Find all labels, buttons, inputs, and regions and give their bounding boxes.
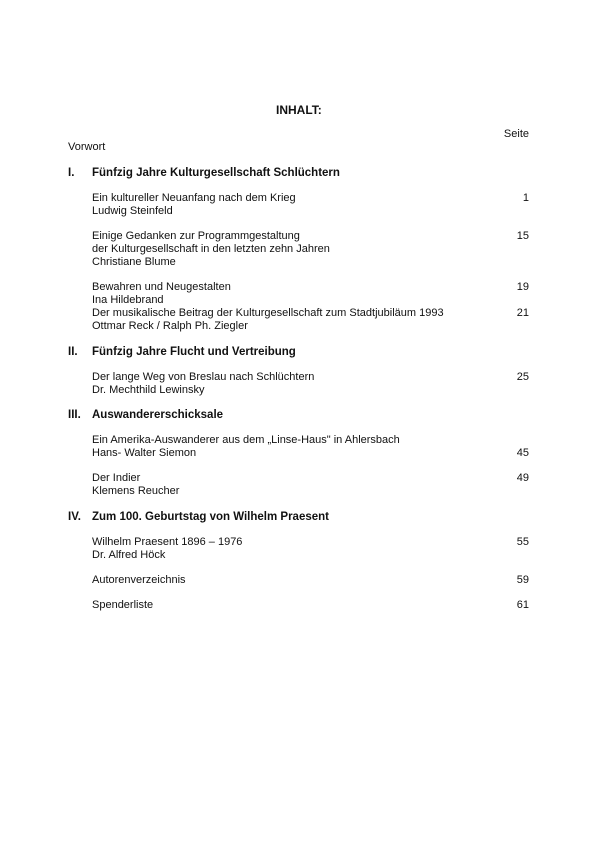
- entry-page: 59: [516, 574, 529, 586]
- entry-title: Autorenverzeichnis: [92, 574, 186, 586]
- preface-entry: Vorwort: [68, 141, 106, 153]
- entry-author: Dr. Alfred Höck: [92, 549, 166, 561]
- section-numeral: IV.: [68, 511, 82, 523]
- entry-title: Der Indier: [92, 472, 141, 484]
- section-numeral: II.: [68, 346, 78, 358]
- section-title: Auswandererschicksale: [92, 409, 224, 421]
- entry-author: Ludwig Steinfeld: [92, 205, 173, 217]
- entry-page: 25: [516, 371, 529, 383]
- entry-title: Der musikalische Beitrag der Kulturgesellschaft zum Stadtjubiläum 1993: [92, 307, 444, 319]
- section-title: Fünfzig Jahre Flucht und Vertreibung: [92, 346, 296, 358]
- entry-title: Wilhelm Praesent 1896 – 1976: [92, 536, 243, 548]
- section-title: Zum 100. Geburtstag von Wilhelm Praesent: [92, 511, 329, 523]
- section-numeral: III.: [68, 409, 81, 421]
- entry-page: 55: [516, 536, 529, 548]
- page-column-label: Seite: [503, 128, 529, 140]
- entry-page: 1: [522, 192, 529, 204]
- entry-page: 45: [516, 447, 529, 459]
- entry-title: Ein Amerika-Auswanderer aus dem „Linse-Haus" in Ahlersbach: [92, 434, 400, 446]
- entry-title: Einige Gedanken zur Programmgestaltung: [92, 230, 300, 242]
- section-title: Fünfzig Jahre Kulturgesellschaft Schlüchtern: [92, 167, 340, 179]
- entry-title: Spenderliste: [92, 599, 154, 611]
- entry-title: der Kulturgesellschaft in den letzten zehn Jahren: [92, 243, 330, 255]
- entry-page: 49: [516, 472, 529, 484]
- entry-author: Christiane Blume: [92, 256, 176, 268]
- entry-title: Der lange Weg von Breslau nach Schlüchtern: [92, 371, 315, 383]
- entry-author: Ina Hildebrand: [92, 294, 164, 306]
- entry-author: Ottmar Reck / Ralph Ph. Ziegler: [92, 320, 248, 332]
- entry-author: Dr. Mechthild Lewinsky: [92, 384, 205, 396]
- entry-author: Hans- Walter Siemon: [92, 447, 197, 459]
- entry-page: 61: [516, 599, 529, 611]
- entry-page: 21: [516, 307, 529, 319]
- page-title: INHALT:: [276, 103, 322, 117]
- entry-title: Bewahren und Neugestalten: [92, 281, 231, 293]
- entry-title: Ein kultureller Neuanfang nach dem Krieg: [92, 192, 296, 204]
- section-numeral: I.: [68, 167, 75, 179]
- entry-author: Klemens Reucher: [92, 485, 180, 497]
- entry-page: 19: [516, 281, 529, 293]
- entry-page: 15: [516, 230, 529, 242]
